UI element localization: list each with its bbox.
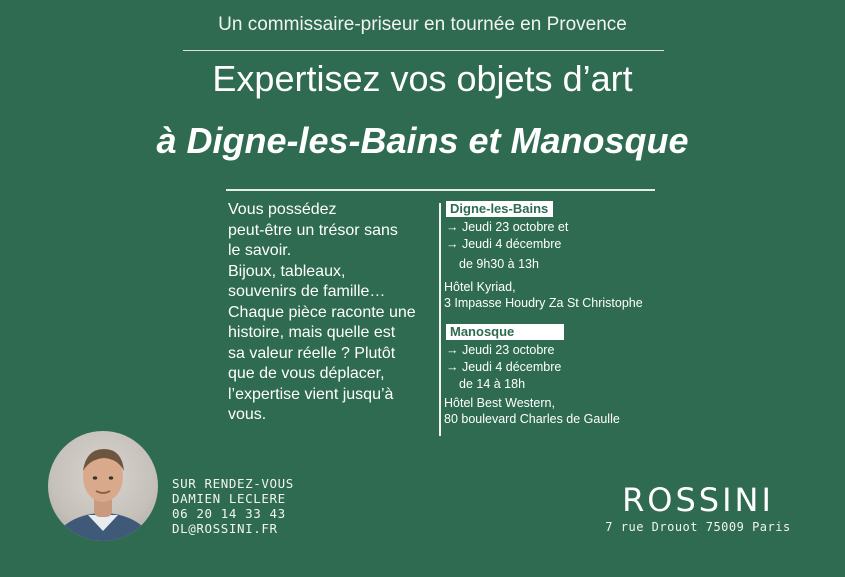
intro-line: que de vous déplacer, bbox=[228, 365, 385, 382]
venue-hours: de 14 à 18h bbox=[459, 377, 526, 391]
divider-middle bbox=[226, 189, 655, 191]
intro-line: Vous possédez bbox=[228, 201, 337, 218]
headline: Expertisez vos objets d’art bbox=[212, 58, 633, 99]
contact-email: DL@ROSSINI.FR bbox=[172, 521, 278, 536]
venue-hours: de 9h30 à 13h bbox=[459, 257, 539, 271]
intro-line: Bijoux, tableaux, bbox=[228, 262, 346, 280]
venue-place: Hôtel Kyriad, bbox=[444, 280, 516, 294]
column-divider bbox=[439, 203, 441, 436]
appointment-label: SUR RENDEZ-VOUS bbox=[172, 476, 294, 491]
venue-place: Hôtel Best Western, bbox=[444, 396, 555, 410]
intro-line: sa valeur réelle ? Plutôt bbox=[228, 344, 396, 362]
divider-top bbox=[183, 50, 664, 51]
intro-text bbox=[228, 200, 428, 426]
venue-date: → Jeudi 4 décembre bbox=[446, 237, 562, 251]
intro-line: l’expertise vient jusqu’à bbox=[228, 385, 394, 403]
person-icon bbox=[48, 431, 158, 541]
brand-address: 7 rue Drouot 75009 Paris bbox=[605, 520, 791, 534]
intro-line: souvenirs de famille… bbox=[228, 283, 386, 300]
intro-line: vous. bbox=[228, 406, 267, 423]
intro-line: Chaque pièce raconte une bbox=[228, 303, 416, 321]
venue-address: 3 Impasse Houdry Za St Christophe bbox=[444, 296, 643, 310]
venue-date: → Jeudi 23 octobre et bbox=[446, 220, 569, 234]
intro-line: peut-être un trésor sans bbox=[228, 221, 398, 239]
contact-block bbox=[172, 476, 294, 536]
intro-line: histoire, mais quelle est bbox=[228, 324, 396, 341]
contact-phone: 06 20 14 33 43 bbox=[172, 506, 286, 521]
intro-line: le savoir. bbox=[228, 242, 292, 259]
venue-tag-digne: Digne-les-Bains bbox=[446, 201, 553, 217]
contact-name: DAMIEN LECLERE bbox=[172, 491, 286, 506]
venue-address: 80 boulevard Charles de Gaulle bbox=[444, 412, 620, 426]
venue-date: → Jeudi 23 octobre bbox=[446, 343, 555, 357]
subtitle: Un commissaire-priseur en tournée en Provence bbox=[218, 14, 627, 35]
rossini-logo: ROSSINI bbox=[622, 481, 774, 519]
venue-tag-manosque: Manosque bbox=[446, 324, 564, 340]
portrait-photo bbox=[48, 431, 158, 541]
location-title: à Digne-les-Bains et Manosque bbox=[156, 120, 689, 161]
venue-date: → Jeudi 4 décembre bbox=[446, 360, 562, 374]
